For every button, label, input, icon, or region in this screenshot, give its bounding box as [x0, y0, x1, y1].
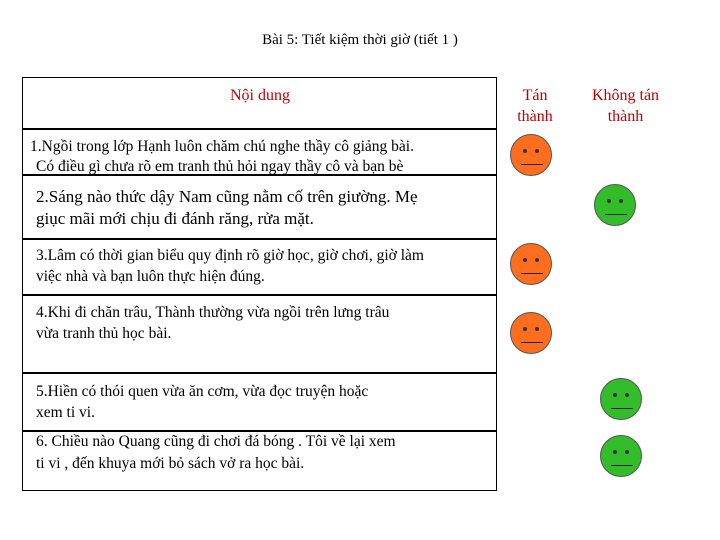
slide-title: Bài 5: Tiết kiệm thời giờ (tiết 1 ) [262, 32, 458, 48]
header-agree-line2: thành [517, 108, 553, 125]
row-1-line-2: Có điều gì chưa rõ em tranh thủ hỏi ngay thầy cô và bạn bè [36, 158, 404, 175]
header-disagree-line1: Không tán [591, 87, 660, 104]
row-1-line-1: 1.Ngồi trong lớp Hạnh luôn chăm chú nghe thầy cô giảng bài. [30, 138, 414, 155]
header-content-label: Nội dung [230, 87, 290, 104]
row-6-line-1: 6. Chiều nào Quang cũng đi chơi đá bóng . Tôi về lại xem [36, 433, 396, 450]
row-5-line-1: 5.Hiền có thói quen vừa ăn cơm, vừa đọc truyện hoặc [36, 383, 369, 400]
orange-smiley-icon[interactable] [510, 312, 552, 354]
orange-smiley-icon[interactable] [510, 134, 552, 176]
row-4-line-1: 4.Khi đi chăn trâu, Thành thường vừa ngồi trên lưng trâu [36, 304, 390, 321]
row-5-line-2: xem ti vi. [36, 404, 95, 421]
row-4-line-2: vừa tranh thủ học bài. [36, 325, 172, 342]
header-disagree-line2: thành [607, 108, 644, 125]
orange-smiley-icon[interactable] [510, 243, 552, 285]
header-agree-line1: Tán [522, 87, 548, 104]
row-6-line-2: ti vi , đến khuya mới bỏ sách vở ra học bài. [36, 455, 305, 472]
green-smiley-icon[interactable] [600, 378, 642, 420]
row-2-line-1: 2.Sáng nào thức dậy Nam cũng nằm cố trên giường. Mẹ [36, 187, 418, 206]
row-2-line-2: giục mãi mới chịu đi đánh răng, rửa mặt. [36, 209, 314, 228]
green-smiley-icon[interactable] [594, 184, 636, 226]
row-3-line-1: 3.Lâm có thời gian biểu quy định rõ giờ học, giờ chơi, giờ làm [36, 247, 424, 264]
green-smiley-icon[interactable] [600, 435, 642, 477]
row-3-line-2: việc nhà và bạn luôn thực hiện đúng. [36, 268, 265, 285]
